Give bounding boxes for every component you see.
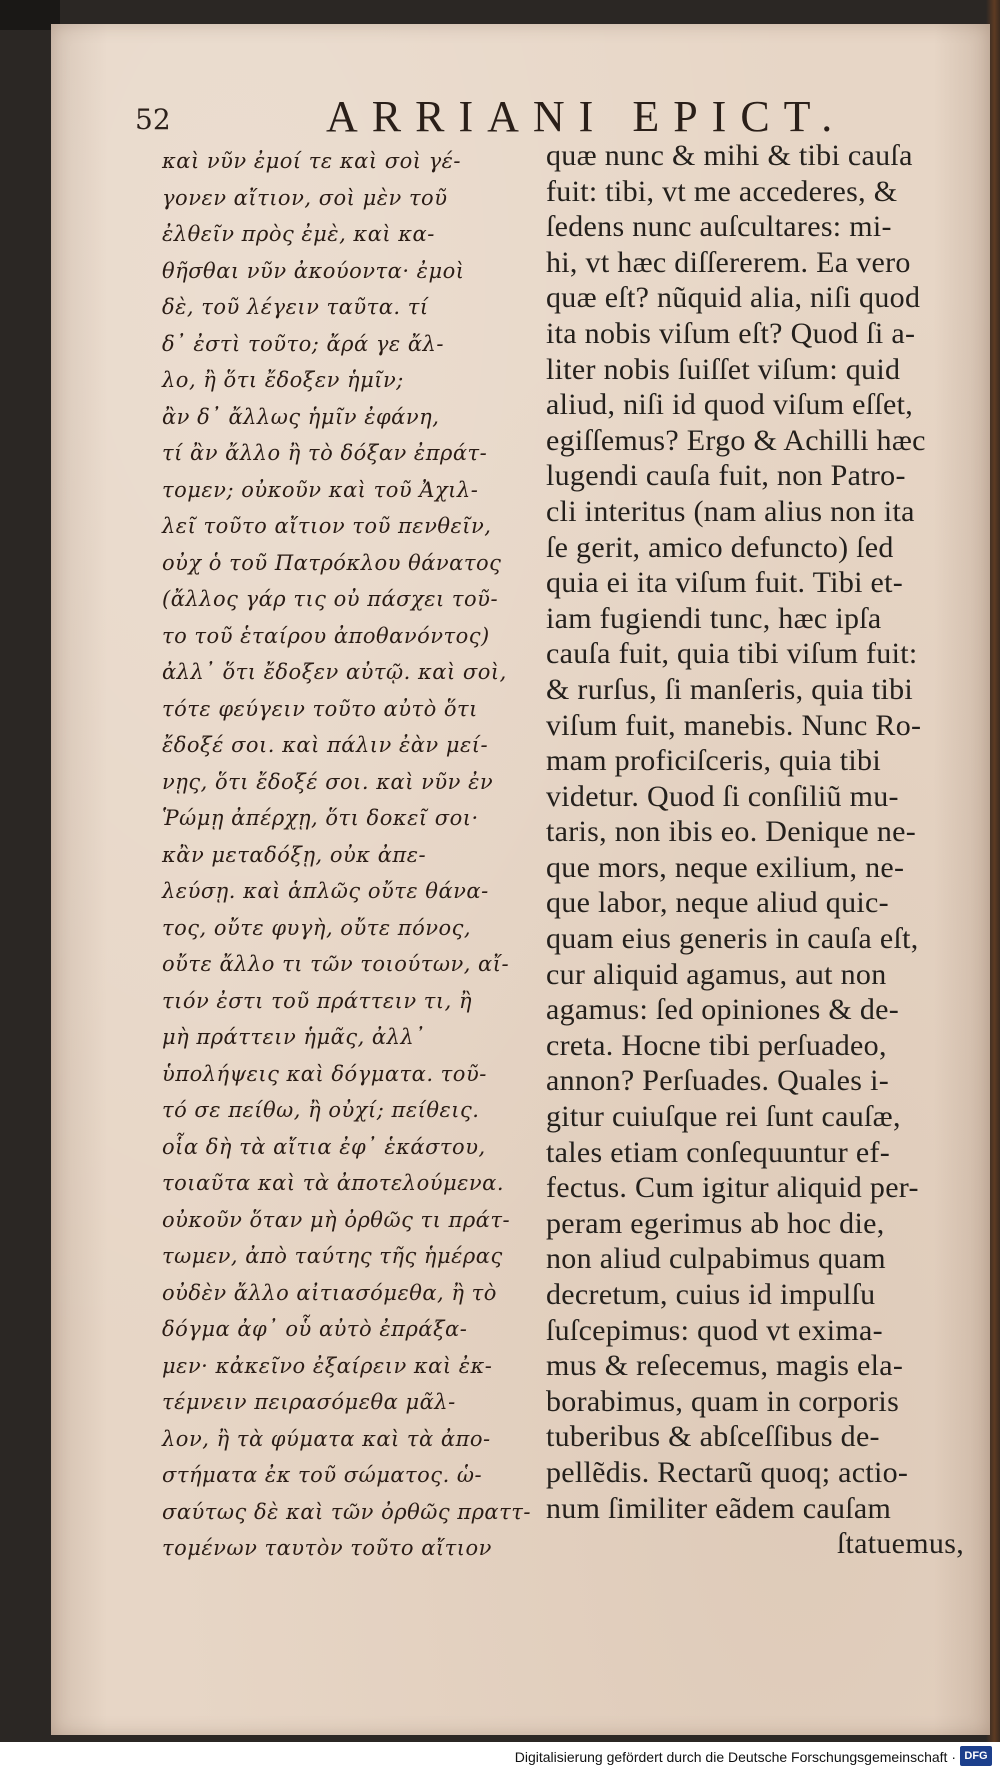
latin-text-line: pellẽdis. Rectarũ quoq; actio- <box>546 1455 909 1489</box>
latin-text-line: hi, vt hæc diſſererem. Ea vero <box>546 245 911 279</box>
greek-text-line: τομεν; οὐκοῦν καὶ τοῦ Ἀχιλ- <box>162 477 479 502</box>
latin-text-line: liter nobis ſuiſſet viſum: quid <box>546 352 901 386</box>
greek-text-line: το τοῦ ἑταίρου ἀποθανόντος) <box>162 623 490 648</box>
greek-text-line: δὲ, τοῦ λέγειν ταῦτα. τί <box>162 295 429 319</box>
greek-text-line: δ᾽ ἐστὶ τοῦτο; ἄρά γε ἄλ- <box>162 331 444 356</box>
greek-text-line: οὐδὲν ἄλλο αἰτιασόμεθα, ἢ τὸ <box>162 1280 497 1305</box>
latin-text-line: que labor, neque aliud quic- <box>546 886 889 920</box>
latin-text-line: tales etiam conſequuntur ef- <box>546 1135 891 1169</box>
latin-text-line: peram egerimus ab hoc die, <box>546 1206 885 1240</box>
latin-text-line: videtur. Quod ſi conſiliũ mu- <box>546 779 899 813</box>
page-number: 52 <box>135 103 171 136</box>
greek-text-line: οὐχ ὁ τοῦ Πατρόκλου θάνατος <box>162 550 502 575</box>
latin-text-line: fectus. Cum igitur aliquid per- <box>546 1171 919 1205</box>
greek-text-line: τέμνειν πειρασόμεθα μᾶλ- <box>162 1390 456 1414</box>
latin-text-line: borabimus, quam in corporis <box>546 1384 900 1418</box>
greek-text-line: ὑπολήψεις καὶ δόγματα. τοῦ- <box>162 1061 487 1086</box>
greek-text-line: λεῖ τοῦτο αἴτιον τοῦ πενθεῖν, <box>162 514 492 538</box>
greek-text-line: ἔδοξέ σοι. καὶ πάλιν ἐὰν μεί- <box>162 733 489 757</box>
latin-text-column <box>546 138 966 1562</box>
greek-text-line: τοιαῦτα καὶ τὰ ἀποτελούμενα. <box>162 1171 505 1195</box>
latin-text-line: tuberibus & abſceſſibus de- <box>546 1420 880 1454</box>
latin-text-line: cauſa fuit, quia tibi viſum fuit: <box>546 637 918 671</box>
greek-text-line: (ἄλλος γάρ τις οὐ πάσχει τοῦ- <box>162 587 499 611</box>
latin-text-line: non aliud culpabimus quam <box>546 1242 886 1276</box>
latin-text-line: agamus: ſed opiniones & de- <box>546 993 900 1027</box>
latin-text-line: & rurſus, ſi manſeris, quia tibi <box>546 672 914 706</box>
greek-text-line: τότε φεύγειν τοῦτο αὐτὸ ὅτι <box>162 696 478 721</box>
greek-text-line: τιόν ἐστι τοῦ πράττειν τι, ἢ <box>162 988 473 1013</box>
latin-text-line: decretum, cuius id impulſu <box>546 1278 876 1311</box>
latin-text-line: gitur cuiuſque rei ſunt cauſæ, <box>546 1100 901 1134</box>
latin-text-line: que mors, neque exilium, ne- <box>546 850 905 884</box>
latin-text-line: quæ nunc & mihi & tibi cauſa <box>546 139 913 172</box>
latin-text-line: taris, non ibis eo. Denique ne- <box>546 815 917 849</box>
greek-text-line: ἐλθεῖν πρὸς ἐμὲ, καὶ κα- <box>162 222 435 246</box>
latin-text-line: fuit: tibi, vt me accederes, & <box>546 174 898 208</box>
greek-text-line: καὶ νῦν ἐμοί τε καὶ σοὶ γέ- <box>162 149 462 173</box>
greek-text-line: οὔτε ἄλλο τι τῶν τοιούτων, αἴ- <box>162 952 510 976</box>
latin-text-line: ſedens nunc auſcultares: mi- <box>546 210 892 244</box>
funding-credit: Digitalisierung gefördert durch die Deutsche Forschungsgemeinschaft · <box>514 1749 956 1765</box>
latin-text-line: ita nobis viſum eſt? Quod ſi a- <box>546 316 916 350</box>
latin-text-line: quæ eſt? nũquid alia, niſi quod <box>546 281 921 315</box>
greek-text-line: ἀλλ᾽ ὅτι ἔδοξεν αὐτῷ. καὶ σοὶ, <box>162 660 507 684</box>
greek-text-line: Ῥώμῃ ἀπέρχῃ, ὅτι δοκεῖ σοι· <box>162 806 479 830</box>
latin-text-line: num ſimiliter eãdem cauſam <box>546 1491 892 1525</box>
catchword: ſtatuemus, <box>836 1527 964 1561</box>
greek-text-line: λον, ἢ τὰ φύματα καὶ τὰ ἀπο- <box>162 1426 491 1451</box>
latin-text-line: viſum fuit, manebis. Nunc Ro- <box>546 708 922 742</box>
greek-text-line: σαύτως δὲ καὶ τῶν ὀρθῶς πραττ- <box>162 1499 531 1524</box>
dfg-logo: DFG <box>960 1746 992 1766</box>
greek-text-line: νῃς, ὅτι ἔδοξέ σοι. καὶ νῦν ἐν <box>162 769 494 794</box>
latin-text-line: iam fugiendi tunc, hæc ipſa <box>546 601 882 635</box>
greek-text-line: τό σε πείθω, ἢ οὐχί; πείθεις. <box>162 1098 480 1122</box>
latin-text-line: mam proficiſceris, quia tibi <box>546 744 881 778</box>
greek-text-line: τομένων ταυτὸν τοῦτο αἴτιον <box>162 1536 492 1560</box>
greek-text-line: γονεν αἴτιον, σοὶ μὲν τοῦ <box>162 185 448 210</box>
latin-text-line: cur aliquid agamus, aut non <box>546 957 887 991</box>
greek-text-line: λεύσῃ. καὶ ἁπλῶς οὔτε θάνα- <box>162 879 489 903</box>
greek-text-line: οὐκοῦν ὅταν μὴ ὀρθῶς τι πράτ- <box>162 1207 511 1232</box>
greek-text-line: ἂν δ᾽ ἄλλως ἡμῖν ἐφάνη, <box>162 404 440 429</box>
greek-text-line: μὴ πράττειν ἡμᾶς, ἀλλ᾽ <box>162 1025 426 1049</box>
greek-text-line: τί ἂν ἄλλο ἢ τὸ δόξαν ἐπράτ- <box>162 441 488 465</box>
latin-text-line: annon? Perſuades. Quales i- <box>546 1064 889 1098</box>
greek-text-line: τος, οὔτε φυγὴ, οὔτε πόνος, <box>162 915 472 940</box>
greek-text-line: οἷα δὴ τὰ αἴτια ἐφ᾽ ἑκάστου, <box>162 1134 486 1159</box>
latin-text-line: egiſſemus? Ergo & Achilli hæc <box>546 423 926 457</box>
latin-text-line: cli interitus (nam alius non ita <box>546 494 915 528</box>
latin-text-line: quam eius generis in cauſa eſt, <box>546 922 919 956</box>
greek-text-line: λο, ἢ ὅτι ἔδοξεν ἡμῖν; <box>162 368 404 392</box>
latin-text-line: quia ei ita viſum fuit. Tibi et- <box>546 566 904 600</box>
latin-text-line: mus & reſecemus, magis ela- <box>546 1349 904 1383</box>
latin-text-line: aliud, niſi id quod viſum eſſet, <box>546 388 914 422</box>
greek-text-line: μεν· κἀκεῖνο ἐξαίρειν καὶ ἐκ- <box>162 1353 493 1378</box>
greek-text-column <box>162 143 531 1567</box>
running-head: ARRIANI EPICT. <box>326 92 847 141</box>
latin-text-line: lugendi cauſa fuit, non Patro- <box>546 459 906 493</box>
greek-text-line: κἂν μεταδόξῃ, οὐκ ἀπε- <box>162 842 427 867</box>
greek-text-line: θῆσθαι νῦν ἀκούοντα· ἐμοὶ <box>162 258 465 283</box>
latin-text-line: ſe gerit, amico defuncto) ſed <box>546 530 894 564</box>
greek-text-line: δόγμα ἀφ᾽ οὗ αὐτὸ ἐπράξα- <box>162 1317 468 1341</box>
latin-text-line: creta. Hocne tibi perſuadeo, <box>546 1028 887 1062</box>
greek-text-line: τωμεν, ἀπὸ ταύτης τῆς ἡμέρας <box>162 1244 503 1268</box>
greek-text-line: στήματα ἐκ τοῦ σώματος. ὡ- <box>162 1463 483 1487</box>
latin-text-line: ſuſcepimus: quod vt eximа- <box>546 1313 883 1347</box>
